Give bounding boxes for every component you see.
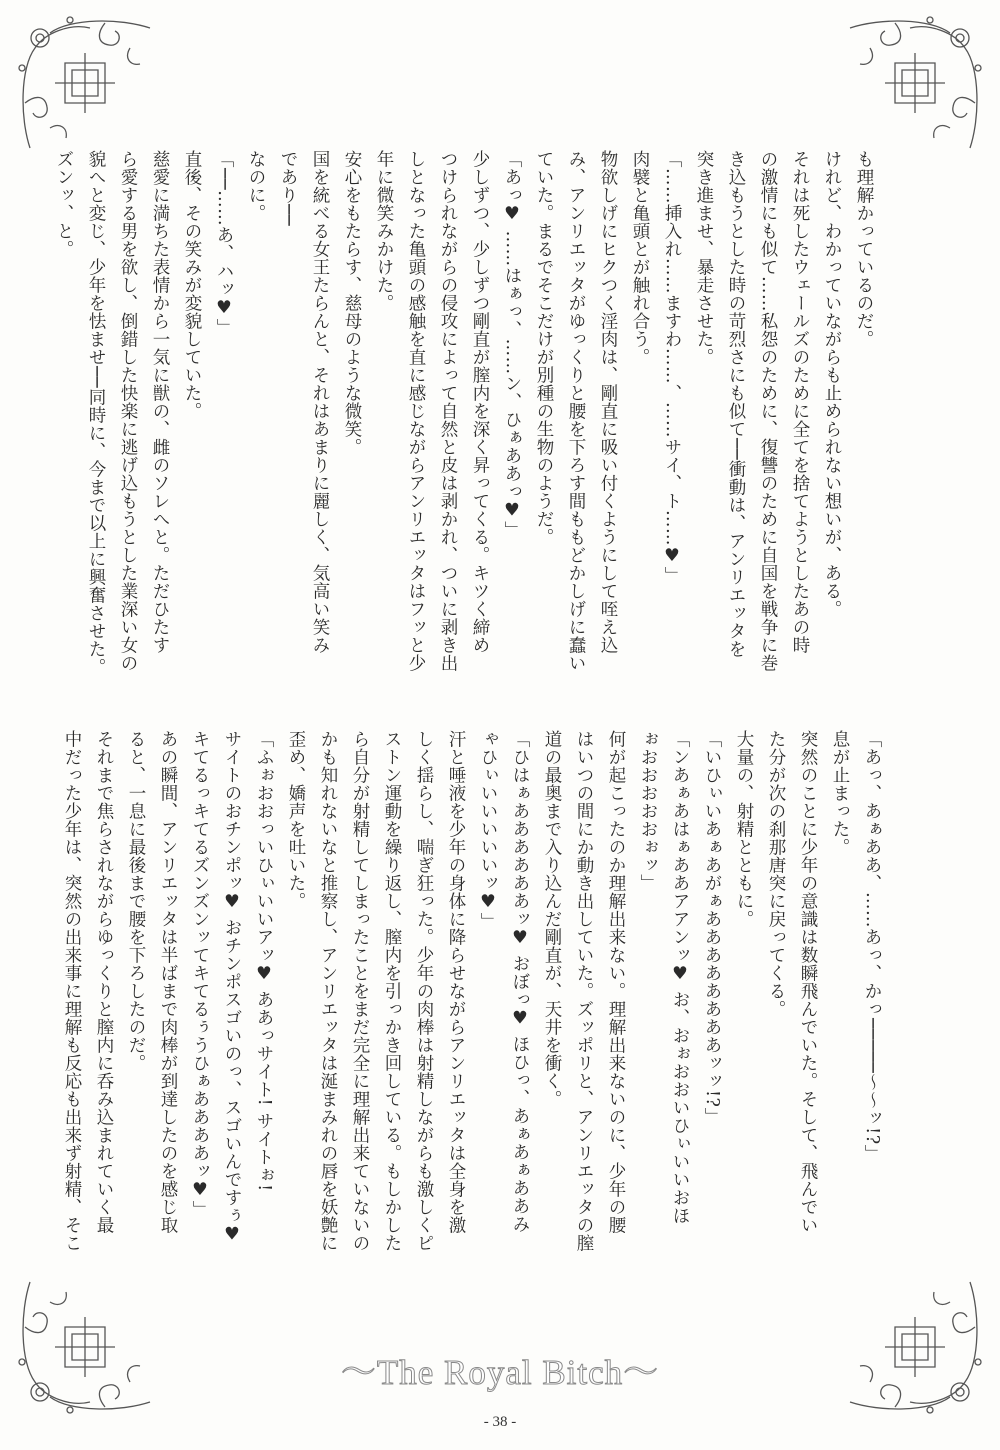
text-line: 突然のことに少年の意識は数瞬飛んでいた。そして、飛んでい <box>798 730 818 1234</box>
text-line: 国を統べる女王たらんと、それはあまりに麗しく、気高い笑み <box>310 150 330 654</box>
text-line: 道の最奥まで入り込んだ剛直が、天井を衝く。 <box>542 730 562 1108</box>
text-block-lower <box>62 730 888 1252</box>
text-line: 年に微笑みかけた。 <box>374 150 394 312</box>
text-line: それまで焦らされながらゆっくりと膣内に呑み込まれていく最 <box>94 730 114 1234</box>
text-line: 「あっ♥ ……はぁっ、……ン、ひぁああっ♥」 <box>502 150 522 540</box>
text-line: つけられながらの侵攻によって自然と皮は剥かれ、ついに剥き出 <box>438 150 458 672</box>
corner-ornament-bottom-right <box>840 1272 990 1422</box>
text-line: しく揺らし、喘ぎ狂った。少年の肉棒は射精しながらも激しくピ <box>414 730 434 1252</box>
text-line: 汗と唾液を少年の身体に降らせながらアンリエッタは全身を激 <box>446 730 466 1234</box>
text-line: 大量の、射精とともに。 <box>734 730 754 928</box>
text-line: 「あっ、あぁああ、……あっ、かっ─────～～ッ!?」 <box>862 730 882 1163</box>
text-line: 歪め、嬌声を吐いた。 <box>286 730 306 910</box>
text-line: 物欲しげにヒクつく淫肉は、剛直に吸い付くようにして咥え込 <box>598 150 618 654</box>
text-line: 中だった少年は、突然の出来事に理解も反応も出来ず射精、そこ <box>62 730 82 1252</box>
text-line: かも知れないなと推察し、アンリエッタは涎まみれの唇を妖艶に <box>318 730 338 1252</box>
text-line: あの瞬間、アンリエッタは半ばまで肉棒が到達したのを感じ取 <box>158 730 178 1234</box>
text-line: き込もうとした時の苛烈さにも似て──衝動は、アンリエッタを <box>726 150 746 659</box>
text-line: た分が次の刹那唐突に戻ってくる。 <box>766 730 786 1018</box>
text-line: 「ひはぁああああああッ♥ おぼっ♥ ほひっ、あぁあぁああみ <box>510 730 530 1234</box>
text-line: はいつの間にか動き出していた。ズッポリと、アンリエッタの膣 <box>574 730 594 1252</box>
text-line: 「ンあぁあはぁああアアンッ♥ お、おぉおおいひぃいいおほ <box>670 730 690 1225</box>
text-block-upper <box>54 150 880 690</box>
corner-ornament-top-left <box>10 8 160 158</box>
text-line: けれど、わかっていながらも止められない想いが、ある。 <box>822 150 842 618</box>
text-line: 少しずつ、少しずつ剛直が膣内を深く昇ってくる。キツく締め <box>470 150 490 654</box>
page-number: - 38 - <box>483 1414 517 1430</box>
text-line: 貌へと変じ、少年を怯ませ──同時に、今まで以上に興奮させた。 <box>86 150 106 677</box>
text-line: サイトのおチンポッ♥ おチンポスゴいのっ、スゴいんですぅ♥ <box>222 730 242 1246</box>
text-line: 「……挿入れ……ますわ……、……サイ、ト……♥」 <box>662 150 682 585</box>
text-line: 肉襞と亀頭とが触れ合う。 <box>630 150 650 366</box>
text-line: ゃひぃいいいいいッ♥」 <box>478 730 498 931</box>
text-line: それは死したウェールズのために全てを捨てようとしたあの時 <box>790 150 810 654</box>
text-line: み、アンリエッタがゆっくりと腰を下ろす間ももどかしげに蠢い <box>566 150 586 672</box>
text-line: 直後、その笑みが変貌していた。 <box>182 150 202 420</box>
corner-ornament-top-right <box>840 8 990 158</box>
text-line: ら自分が射精してしまったことをまだ完全に理解出来ていないの <box>350 730 370 1252</box>
footer-title: ～The Royal Bitch～ <box>340 1353 660 1392</box>
text-line: の激情にも似て……私怨のために、復讐のために自国を戦争に巻 <box>758 150 778 672</box>
text-line: 突き進ませ、暴走させた。 <box>694 150 714 366</box>
text-line: ると、一息に最後まで腰を下ろしたのだ。 <box>126 730 146 1072</box>
text-line: 「いひぃいあぁあがぁああああああああッッ!?」 <box>702 730 722 1126</box>
text-line: ぉおおおおおぉッ」 <box>638 730 658 892</box>
text-line: 「──……あ、ハッ♥」 <box>214 150 234 337</box>
text-line: ズンッ、と。 <box>54 150 74 258</box>
text-line: も理解かっているのだ。 <box>854 150 874 348</box>
text-line: であり── <box>278 150 298 227</box>
text-line: 「ふぉおおっいひぃいいアッ♥ ああっサイト! サイトぉ! <box>254 730 274 1192</box>
text-line: 慈愛に満ちた表情から一気に獣の、雌のソレへと。ただひたす <box>150 150 170 654</box>
text-line: 安心をもたらす、慈母のような微笑。 <box>342 150 362 456</box>
text-line: ストン運動を繰り返し、膣内を引っかき回している。もしかした <box>382 730 402 1252</box>
text-line: 息が止まった。 <box>830 730 850 856</box>
text-line: ていた。まるでそこだけが別種の生物のようだ。 <box>534 150 554 546</box>
text-line: キてるっキてるズンズンッてキてるぅうひぁああああッ♥」 <box>190 730 210 1219</box>
corner-ornament-bottom-left <box>10 1272 160 1422</box>
text-line: なのに。 <box>246 150 266 222</box>
text-line: ら愛する男を欲し、倒錯した快楽に逃げ込もうとした業深い女の <box>118 150 138 672</box>
text-line: しとなった亀頭の感触を直に感じながらアンリエッタはフッと少 <box>406 150 426 672</box>
text-line: 何が起こったのか理解出来ない。理解出来ないのに、少年の腰 <box>606 730 626 1234</box>
